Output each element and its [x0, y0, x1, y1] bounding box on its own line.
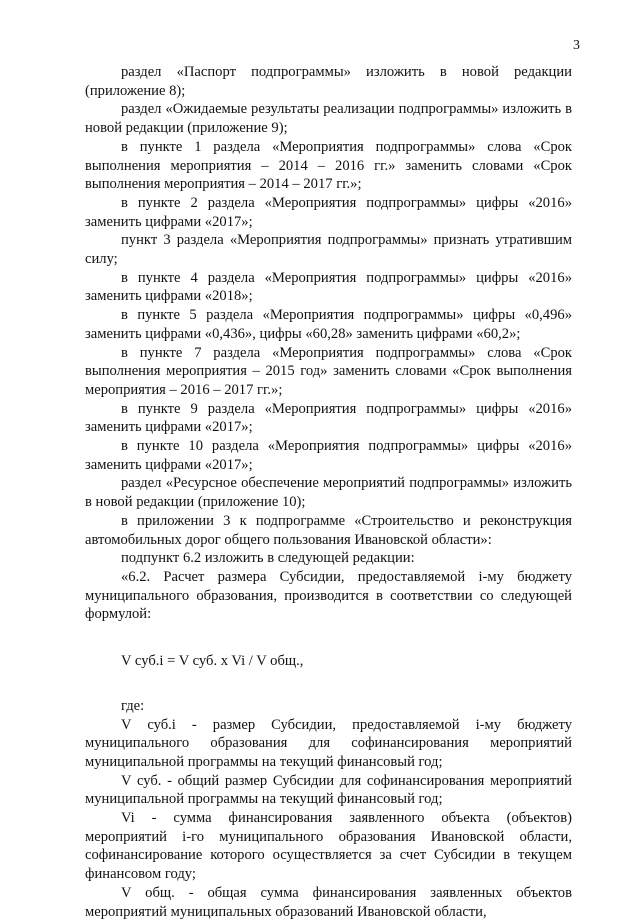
paragraph-item-7: в пункте 7 раздела «Мероприятия подпрограммы» слова «Срок выполнения мероприятия – 2015 год» заменить словами «Срок выполнения мероприятия – 2016 – 2017 гг.»;	[85, 344, 572, 398]
paragraph-item-3: пункт 3 раздела «Мероприятия подпрограммы» признать утратившим силу;	[85, 232, 572, 268]
paragraph-expected-results: раздел «Ожидаемые результаты реализации подпрограммы» изложить в новой редакции (приложение 9);	[85, 101, 572, 137]
paragraph-item-4: в пункте 4 раздела «Мероприятия подпрограммы» цифры «2016» заменить цифрами «2018»;	[85, 269, 572, 305]
paragraph-item-1: в пункте 1 раздела «Мероприятия подпрограммы» слова «Срок выполнения мероприятия – 2014 – 2016 гг.» заменить словами «Срок выполнения мероприятия – 2014 – 2017 гг.»;	[85, 138, 572, 193]
paragraph-appendix-3: в приложении 3 к подпрограмме «Строительство и реконструкция автомобильных дорог общего пользования Ивановской области»:	[85, 512, 572, 548]
subsidy-formula: V суб.i = V суб. x Vi / V общ.,	[121, 653, 304, 670]
paragraph-item-2: в пункте 2 раздела «Мероприятия подпрограммы» цифры «2016» заменить цифрами «2017»;	[85, 194, 572, 230]
page-number: 3	[573, 38, 580, 53]
definition-vi: Vi - сумма финансирования заявленного объекта (объектов) мероприятий i-го муниципального образования Ивановской области, софинансирование которого осуществляется за счет Субсидии в текущем финансовом году;	[85, 810, 572, 883]
paragraph-item-9: в пункте 9 раздела «Мероприятия подпрограммы» цифры «2016» заменить цифрами «2017»;	[85, 400, 572, 436]
definition-v-total: V общ. - общая сумма финансирования заявленных объектов мероприятий муниципальных образований Ивановской области,	[85, 884, 572, 920]
document-body	[85, 63, 572, 921]
paragraph-item-10: в пункте 10 раздела «Мероприятия подпрограммы» цифры «2016» заменить цифрами «2017»;	[85, 438, 572, 473]
paragraph-passport-section: раздел «Паспорт подпрограммы» изложить в новой редакции (приложение 8);	[85, 64, 572, 99]
paragraph-resource-section: раздел «Ресурсное обеспечение мероприятий подпрограммы» изложить в новой редакции (приложение 10);	[85, 475, 572, 511]
paragraph-subitem-6-2: подпункт 6.2 изложить в следующей редакции:	[121, 550, 415, 567]
definition-v-sub: V суб. - общий размер Субсидии для софинансирования мероприятий муниципальной программы на текущий финансовый год;	[85, 772, 572, 808]
definition-v-sub-i: V суб.i - размер Субсидии, предоставляемой i-му бюджету муниципального образования для софинансирования мероприятий муниципальной программы на текущий финансовый год;	[85, 716, 572, 770]
paragraph-item-5: в пункте 5 раздела «Мероприятия подпрограммы» цифры «0,496» заменить цифрами «0,436», цифры «60,28» заменить цифрами «60,2»;	[85, 307, 572, 342]
paragraph-subsidy-calculation: «6.2. Расчет размера Субсидии, предоставляемой i-му бюджету муниципального образования, производится в соответствии со следующей формулой:	[85, 568, 572, 623]
definitions-intro: где:	[121, 697, 145, 714]
